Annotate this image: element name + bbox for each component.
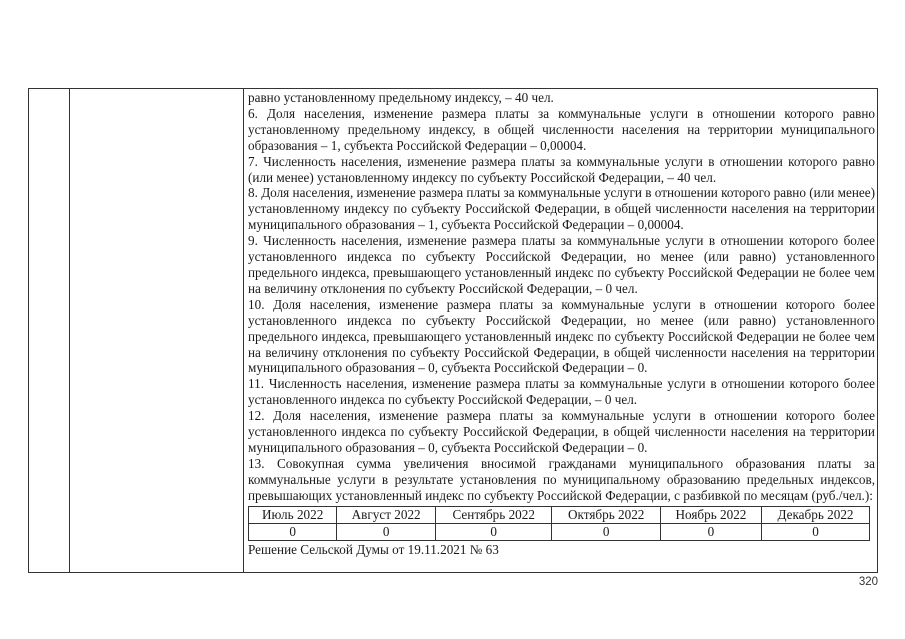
paragraph-6: 6. Доля населения, изменение размера платы за коммунальные услуги в отношении которого равно установленному предельному индексу, в общей численности населения на территории муниципального образования – 1, субъекта Российской Федерации – 0,00004. bbox=[248, 105, 875, 153]
paragraph-continuation: равно установленному предельному индексу, – 40 чел. bbox=[248, 90, 554, 105]
month-value: 0 bbox=[337, 523, 436, 540]
paragraph-13: 13. Совокупная сумма увеличения вносимой гражданами муниципального образования платы за коммунальные услуги в результате установления по муниципальному образованию предельных индексов, превышающих установленный индекс по субъекту Российской Федерации, с разбивкой по месяцам (руб./чел.): bbox=[248, 455, 875, 503]
paragraph-12: 12. Доля населения, изменение размера платы за коммунальные услуги в отношении которого более установленного индекса по субъекту Российской Федерации, в общей численности населения на территории муниципального образования – 0, субъекта Российской Федерации – 0. bbox=[248, 408, 875, 455]
column-divider-1 bbox=[69, 89, 70, 572]
month-header: Август 2022 bbox=[337, 506, 436, 523]
paragraph-10: 10. Доля населения, изменение размера платы за коммунальные услуги в отношении которого более установленного индекса по субъекту Российской Федерации, но менее (или равно) установленного предельного индекса, превышающего установленный индекс по субъекту Российской Федерации не более чем на величину отклонения по субъекту Российской Федерации, в общей численности населения на территории муниципального образования – 0, субъекта Российской Федерации – 0. bbox=[248, 296, 875, 376]
monthly-amounts-table bbox=[248, 506, 870, 541]
content-cell bbox=[248, 90, 875, 557]
month-header: Ноябрь 2022 bbox=[660, 506, 761, 523]
month-header: Октябрь 2022 bbox=[552, 506, 660, 523]
paragraph-11: 11. Численность населения, изменение размера платы за коммунальные услуги в отношении которого более установленного индекса по субъекту Российской Федерации, – 0 чел. bbox=[248, 376, 875, 408]
month-value: 0 bbox=[660, 523, 761, 540]
month-header: Сентябрь 2022 bbox=[435, 506, 552, 523]
document-table bbox=[28, 88, 878, 573]
decision-reference: Решение Сельской Думы от 19.11.2021 № 63 bbox=[248, 541, 499, 557]
month-header: Июль 2022 bbox=[249, 506, 337, 523]
month-header: Декабрь 2022 bbox=[762, 506, 870, 523]
paragraph-8: 8. Доля населения, изменение размера платы за коммунальные услуги в отношении которого равно (или менее) установленному индексу по субъекту Российской Федерации, в общей численности населения на территории муниципального образования – 1, субъекта Российской Федерации – 0,00004. bbox=[248, 185, 875, 233]
month-value: 0 bbox=[762, 523, 870, 540]
month-value: 0 bbox=[552, 523, 660, 540]
paragraph-9: 9. Численность населения, изменение размера платы за коммунальные услуги в отношении которого более установленного индекса по субъекту Российской Федерации, но менее (или равно) установленного предельного индекса, превышающего установленный индекс по субъекту Российской Федерации не более чем на величину отклонения по субъекту Российской Федерации, – 0 чел. bbox=[248, 233, 875, 296]
table-row bbox=[249, 523, 870, 540]
page-number: 320 bbox=[858, 576, 878, 588]
paragraph-7: 7. Численность населения, изменение размера платы за коммунальные услуги в отношении которого равно (или менее) установленному индексу по субъекту Российской Федерации, – 40 чел. bbox=[248, 153, 875, 185]
column-divider-2 bbox=[243, 89, 244, 572]
table-header-row bbox=[249, 506, 870, 523]
month-value: 0 bbox=[435, 523, 552, 540]
month-value: 0 bbox=[249, 523, 337, 540]
